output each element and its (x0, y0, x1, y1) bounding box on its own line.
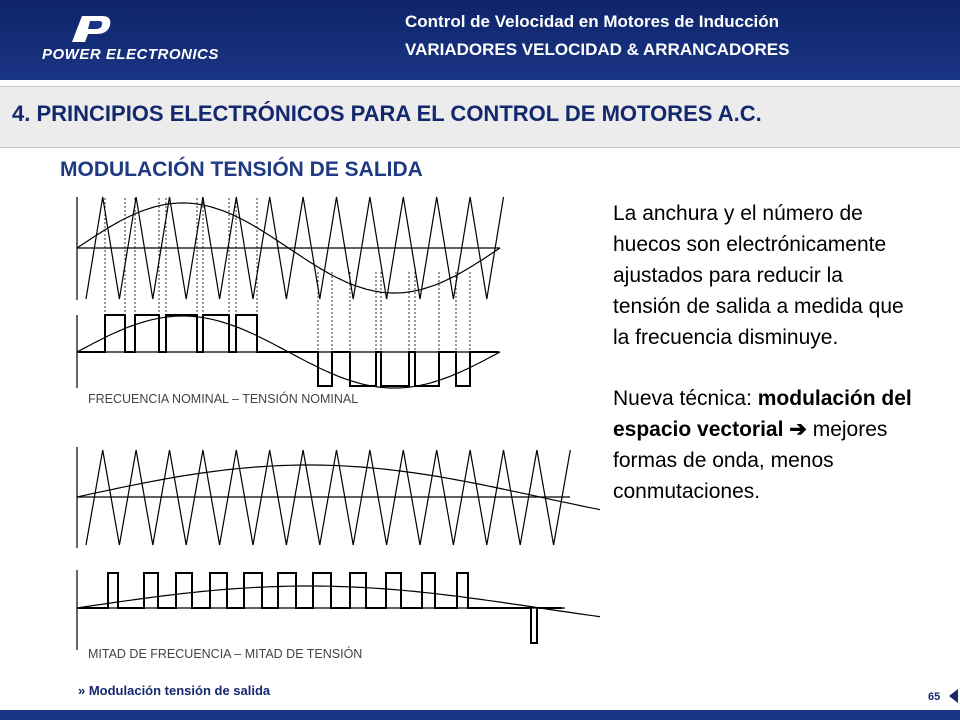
page-number: 65 (928, 691, 941, 703)
footer-link[interactable]: » Modulación tensión de salida (78, 683, 271, 698)
description (613, 198, 913, 507)
previous-page-icon[interactable] (949, 689, 958, 703)
brand-name: POWER ELECTRONICS (42, 46, 219, 63)
section-title: 4. PRINCIPIOS ELECTRÓNICOS PARA EL CONTROL DE MOTORES A.C. (12, 101, 762, 126)
description-paragraph-2 (613, 383, 913, 507)
header-subtitle: VARIADORES VELOCIDAD & ARRANCADORES (405, 40, 790, 59)
caption-half-frequency: MITAD DE FRECUENCIA – MITAD DE TENSIÓN (88, 647, 363, 661)
arrow-right-icon: ➔ (789, 418, 807, 441)
caption-nominal-frequency: FRECUENCIA NOMINAL – TENSIÓN NOMINAL (88, 392, 359, 406)
technique-label: Nueva técnica: (613, 387, 758, 410)
technique-benefit: mejores formas de onda, menos conmutaciones. (613, 418, 888, 503)
description-paragraph-1: La anchura y el número de huecos son electrónicamente ajustados para reducir la tensión de salida a medida que la frecuencia disminuye. (613, 202, 904, 349)
sub-heading: MODULACIÓN TENSIÓN DE SALIDA (60, 158, 423, 181)
pwm-output-wave-top (78, 315, 498, 386)
technique-name: modulación del espacio vectorial (613, 387, 912, 441)
footer-bar (0, 710, 960, 720)
header-title: Control de Velocidad en Motores de Inducción (405, 12, 780, 31)
